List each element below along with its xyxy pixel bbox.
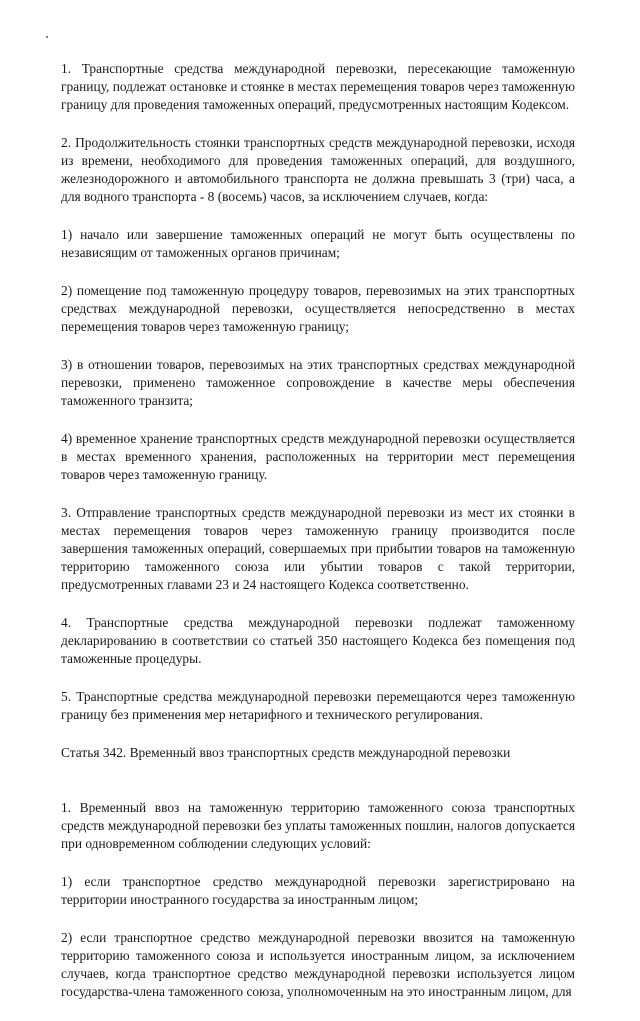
list-item: 4) временное хранение транспортных средств международной перевозки осуществляется в местах временного хранения, расположенных на территории мест перемещения товаров через таможенную границу. bbox=[61, 431, 575, 482]
list-item: 3) в отношении товаров, перевозимых на этих транспортных средствах международной перевозки, применено таможенное сопровождение в качестве меры обеспечения таможенного транзита; bbox=[61, 357, 575, 408]
paragraph: 5. Транспортные средства международной перевозки перемещаются через таможенную границу без применения мер нетарифного и технического регулирования. bbox=[61, 689, 575, 722]
paragraph: 2. Продолжительность стоянки транспортных средств международной перевозки, исходя из времени, необходимого для проведения таможенных операций, для воздушного, железнодорожного и автомобильного транспорта не должна превышать 3 (три) часа, а для водного транспорта - 8 (восемь) часов, за исключением случаев, когда: bbox=[61, 135, 575, 204]
document-body bbox=[61, 60, 575, 1021]
list-item: 2) помещение под таможенную процедуру товаров, перевозимых на этих транспортных средствах международной перевозки, осуществляется непосредственно в местах перемещения товаров через таможенную границу; bbox=[61, 283, 575, 334]
list-item: 1) начало или завершение таможенных операций не могут быть осуществлены по независящим от таможенных органов причинам; bbox=[61, 227, 575, 260]
list-item: 1) если транспортное средство международной перевозки зарегистрировано на территории иностранного государства за иностранным лицом; bbox=[61, 874, 575, 907]
paragraph: 1. Транспортные средства международной перевозки, пересекающие таможенную границу, подлежат остановке и стоянке в местах перемещения товаров через таможенную границу для проведения таможенных операций, предусмотренных настоящим Кодексом. bbox=[61, 61, 575, 112]
paragraph: 4. Транспортные средства международной перевозки подлежат таможенному декларированию в соответствии со статьей 350 настоящего Кодекса без помещения под таможенные процедуры. bbox=[61, 615, 575, 666]
paragraph: 3. Отправление транспортных средств международной перевозки из мест их стоянки в местах перемещения товаров через таможенную границу производится после завершения таможенных операций, совершаемых при прибытии товаров на таможенную территорию таможенного союза или убытии товаров с такой территории, предусмотренных главами 23 и 24 настоящего Кодекса соответственно. bbox=[61, 505, 575, 592]
article-heading: Статья 342. Временный ввоз транспортных средств международной перевозки bbox=[61, 745, 511, 760]
list-item: 2) если транспортное средство международной перевозки ввозится на таможенную территорию таможенного союза и используется иностранным лицом, за исключением случаев, когда транспортное средство международной перевозки используется лицом государства-члена таможенного союза, уполномоченным на это иностранным лицом, для bbox=[61, 930, 575, 999]
scan-speck bbox=[46, 36, 48, 38]
paragraph: 1. Временный ввоз на таможенную территорию таможенного союза транспортных средств международной перевозки без уплаты таможенных пошлин, налогов допускается при одновременном соблюдении следующих условий: bbox=[61, 800, 575, 851]
